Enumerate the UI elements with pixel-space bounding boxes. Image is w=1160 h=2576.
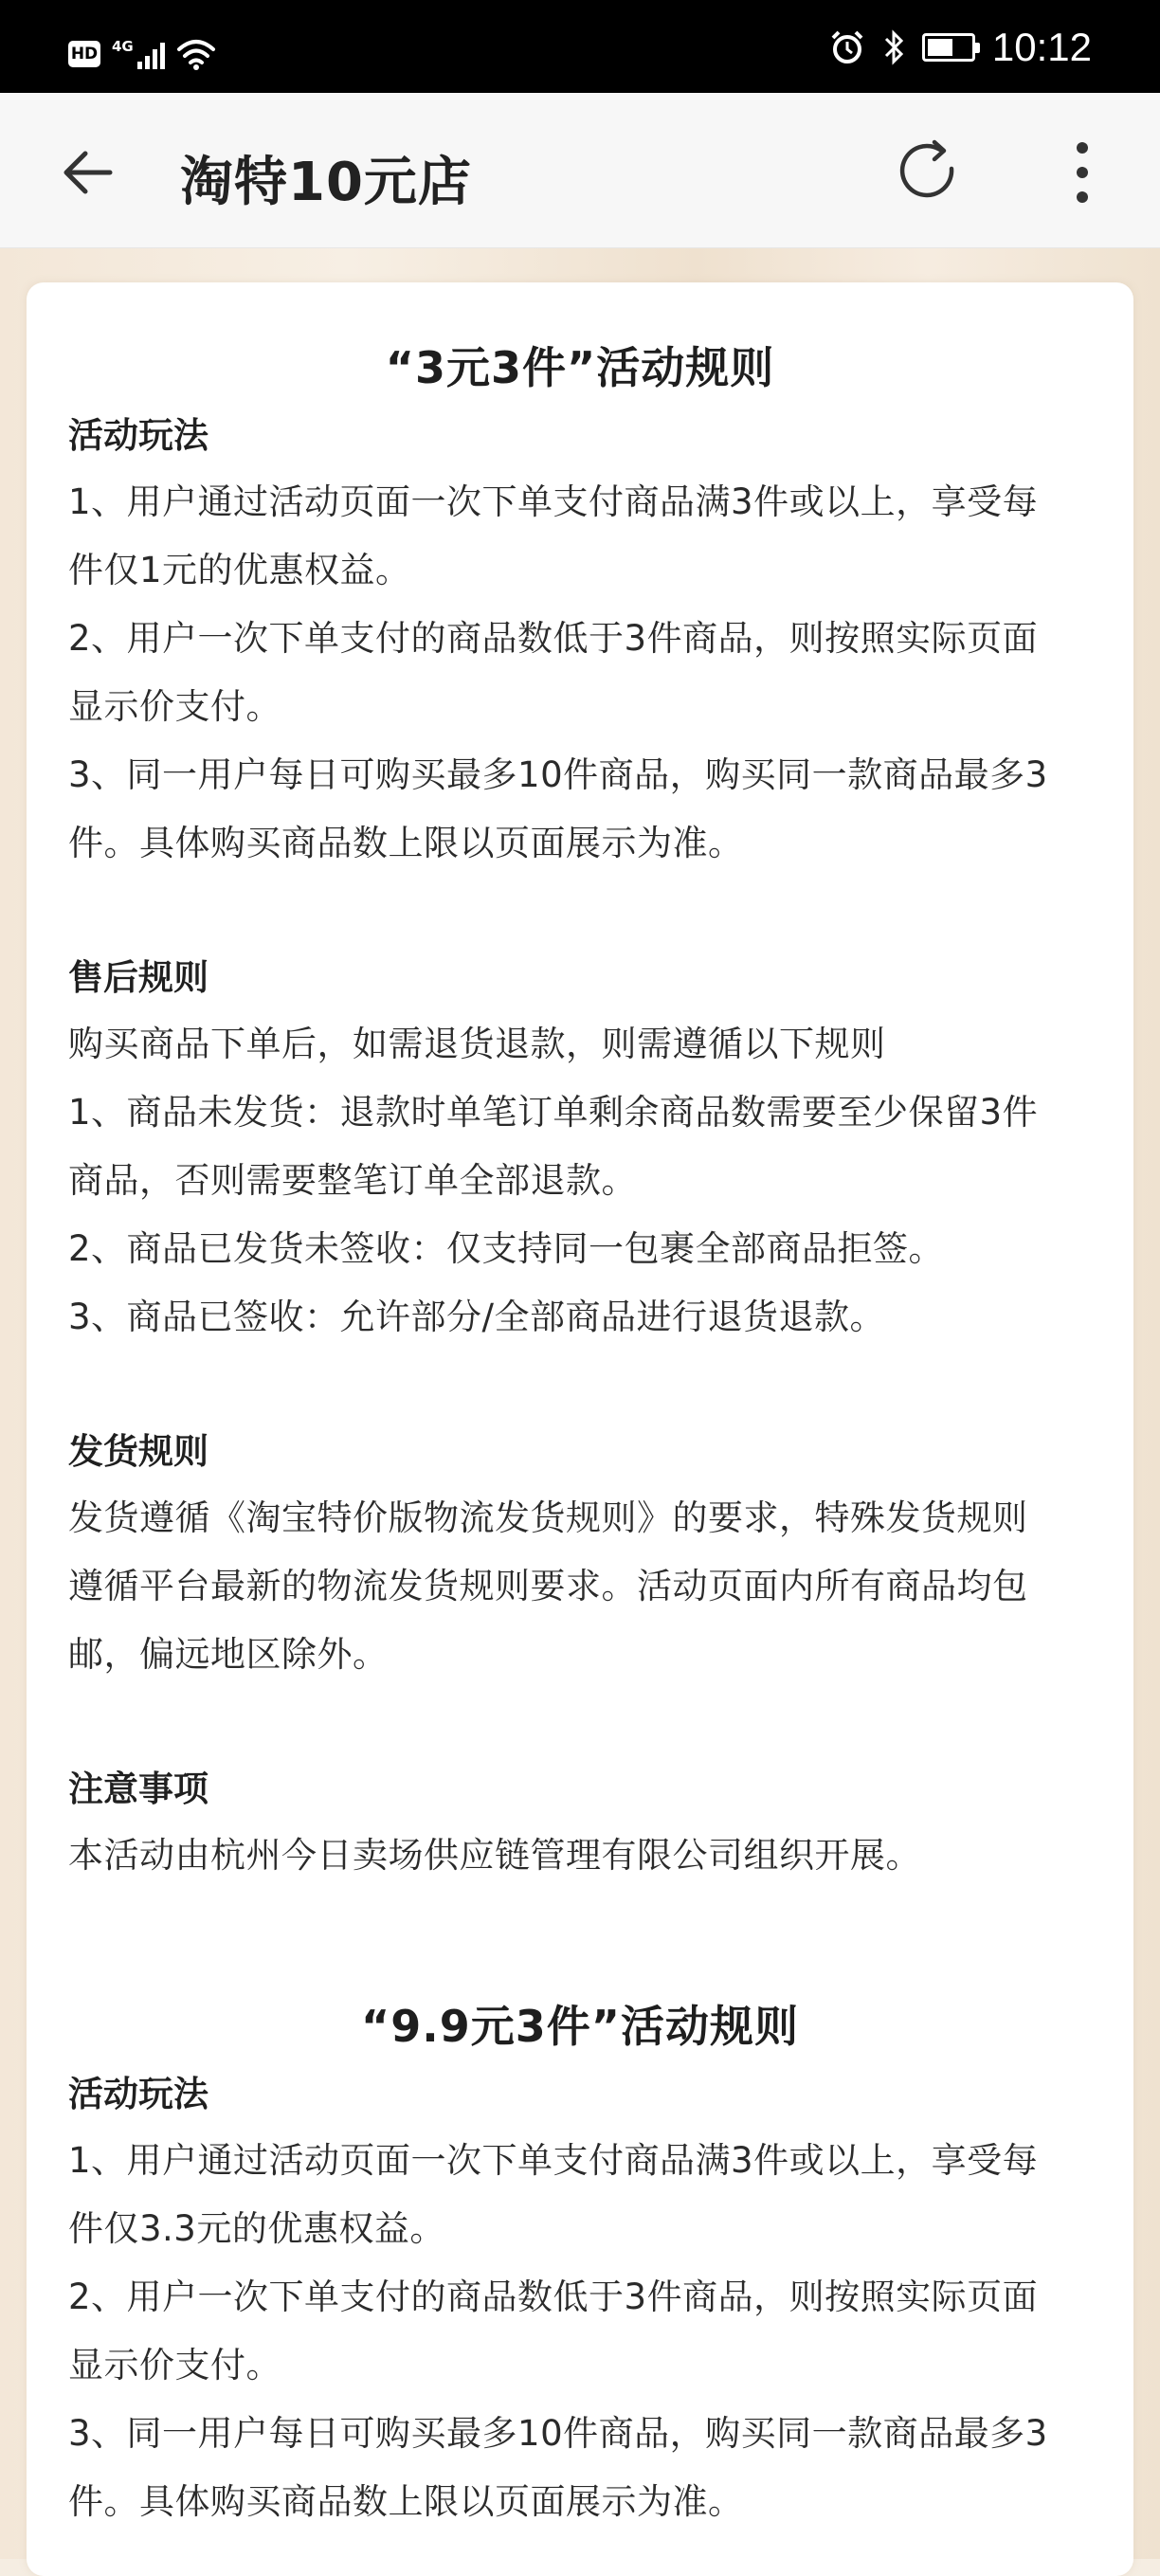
rule-text: 发货遵循《淘宝特价版物流发货规则》的要求，特殊发货规则 遵循平台最新的物流发货规则要求。活动页面内所有商品均包 邮，偏远地区除外。: [68, 1497, 1028, 1675]
refresh-icon: [891, 135, 967, 210]
section-heading: 发货规则: [68, 1431, 208, 1472]
title-bar: [0, 93, 1160, 248]
signal-icon: [137, 39, 165, 69]
section-heading: 活动玩法: [68, 415, 208, 456]
section-heading: 注意事项: [68, 1769, 208, 1809]
hd-icon: HD: [68, 41, 100, 67]
section-heading: 售后规则: [68, 957, 208, 998]
rule-text: 2、用户一次下单支付的商品数低于3件商品，则按照实际页面 显示价支付。: [68, 618, 1039, 727]
status-left: [68, 38, 216, 70]
more-button[interactable]: [1061, 135, 1103, 210]
section-heading: 活动玩法: [68, 2074, 208, 2114]
rule-text: 本活动由杭州今日卖场供应链管理有限公司组织开展。: [68, 1835, 921, 1876]
status-right: [829, 27, 1092, 68]
rule-text: 3、同一用户每日可购买最多10件商品，购买同一款商品最多3 件。具体购买商品数上限以页面展示为准。: [68, 2413, 1048, 2522]
back-arrow-icon: [55, 138, 123, 207]
rules-card: [27, 282, 1133, 2576]
rule-title: “9.9元3件”活动规则: [361, 2001, 799, 2052]
rule-text: 购买商品下单后，如需退货退款，则需遵循以下规则: [68, 1024, 886, 1064]
alarm-icon: [829, 29, 865, 65]
refresh-button[interactable]: [891, 135, 967, 210]
rule-title: “3元3件”活动规则: [385, 342, 775, 393]
status-bar: [0, 0, 1160, 93]
rule-text: 1、用户通过活动页面一次下单支付商品满3件或以上，享受每 件仅1元的优惠权益。: [68, 481, 1039, 590]
rule-block-3yuan: [68, 337, 1092, 1890]
wifi-icon: [176, 38, 216, 70]
more-vertical-icon: [1061, 135, 1103, 210]
network-type: 4G: [112, 38, 134, 55]
bluetooth-icon: [882, 29, 905, 65]
rule-text: 2、商品已发货未签收：仅支持同一包裹全部商品拒签。: [68, 1228, 945, 1269]
rule-text: 3、同一用户每日可购买最多10件商品，购买同一款商品最多3 件。具体购买商品数上限以页面展示为准。: [68, 754, 1048, 863]
rule-text: 1、商品未发货：退款时单笔订单剩余商品数需要至少保留3件 商品，否则需要整笔订单全部退款。: [68, 1092, 1039, 1201]
page-title: 淘特10元店: [180, 152, 472, 213]
rule-text: 3、商品已签收：允许部分/全部商品进行退货退款。: [68, 1297, 886, 1337]
battery-icon: [922, 33, 975, 62]
rule-block-9-9yuan: [68, 1996, 1092, 2536]
rule-text: 2、用户一次下单支付的商品数低于3件商品，则按照实际页面 显示价支付。: [68, 2277, 1039, 2386]
back-button[interactable]: [55, 138, 123, 207]
rule-text: 1、用户通过活动页面一次下单支付商品满3件或以上，享受每 件仅3.3元的优惠权益。: [68, 2140, 1039, 2249]
status-time: 10:12: [991, 25, 1092, 69]
